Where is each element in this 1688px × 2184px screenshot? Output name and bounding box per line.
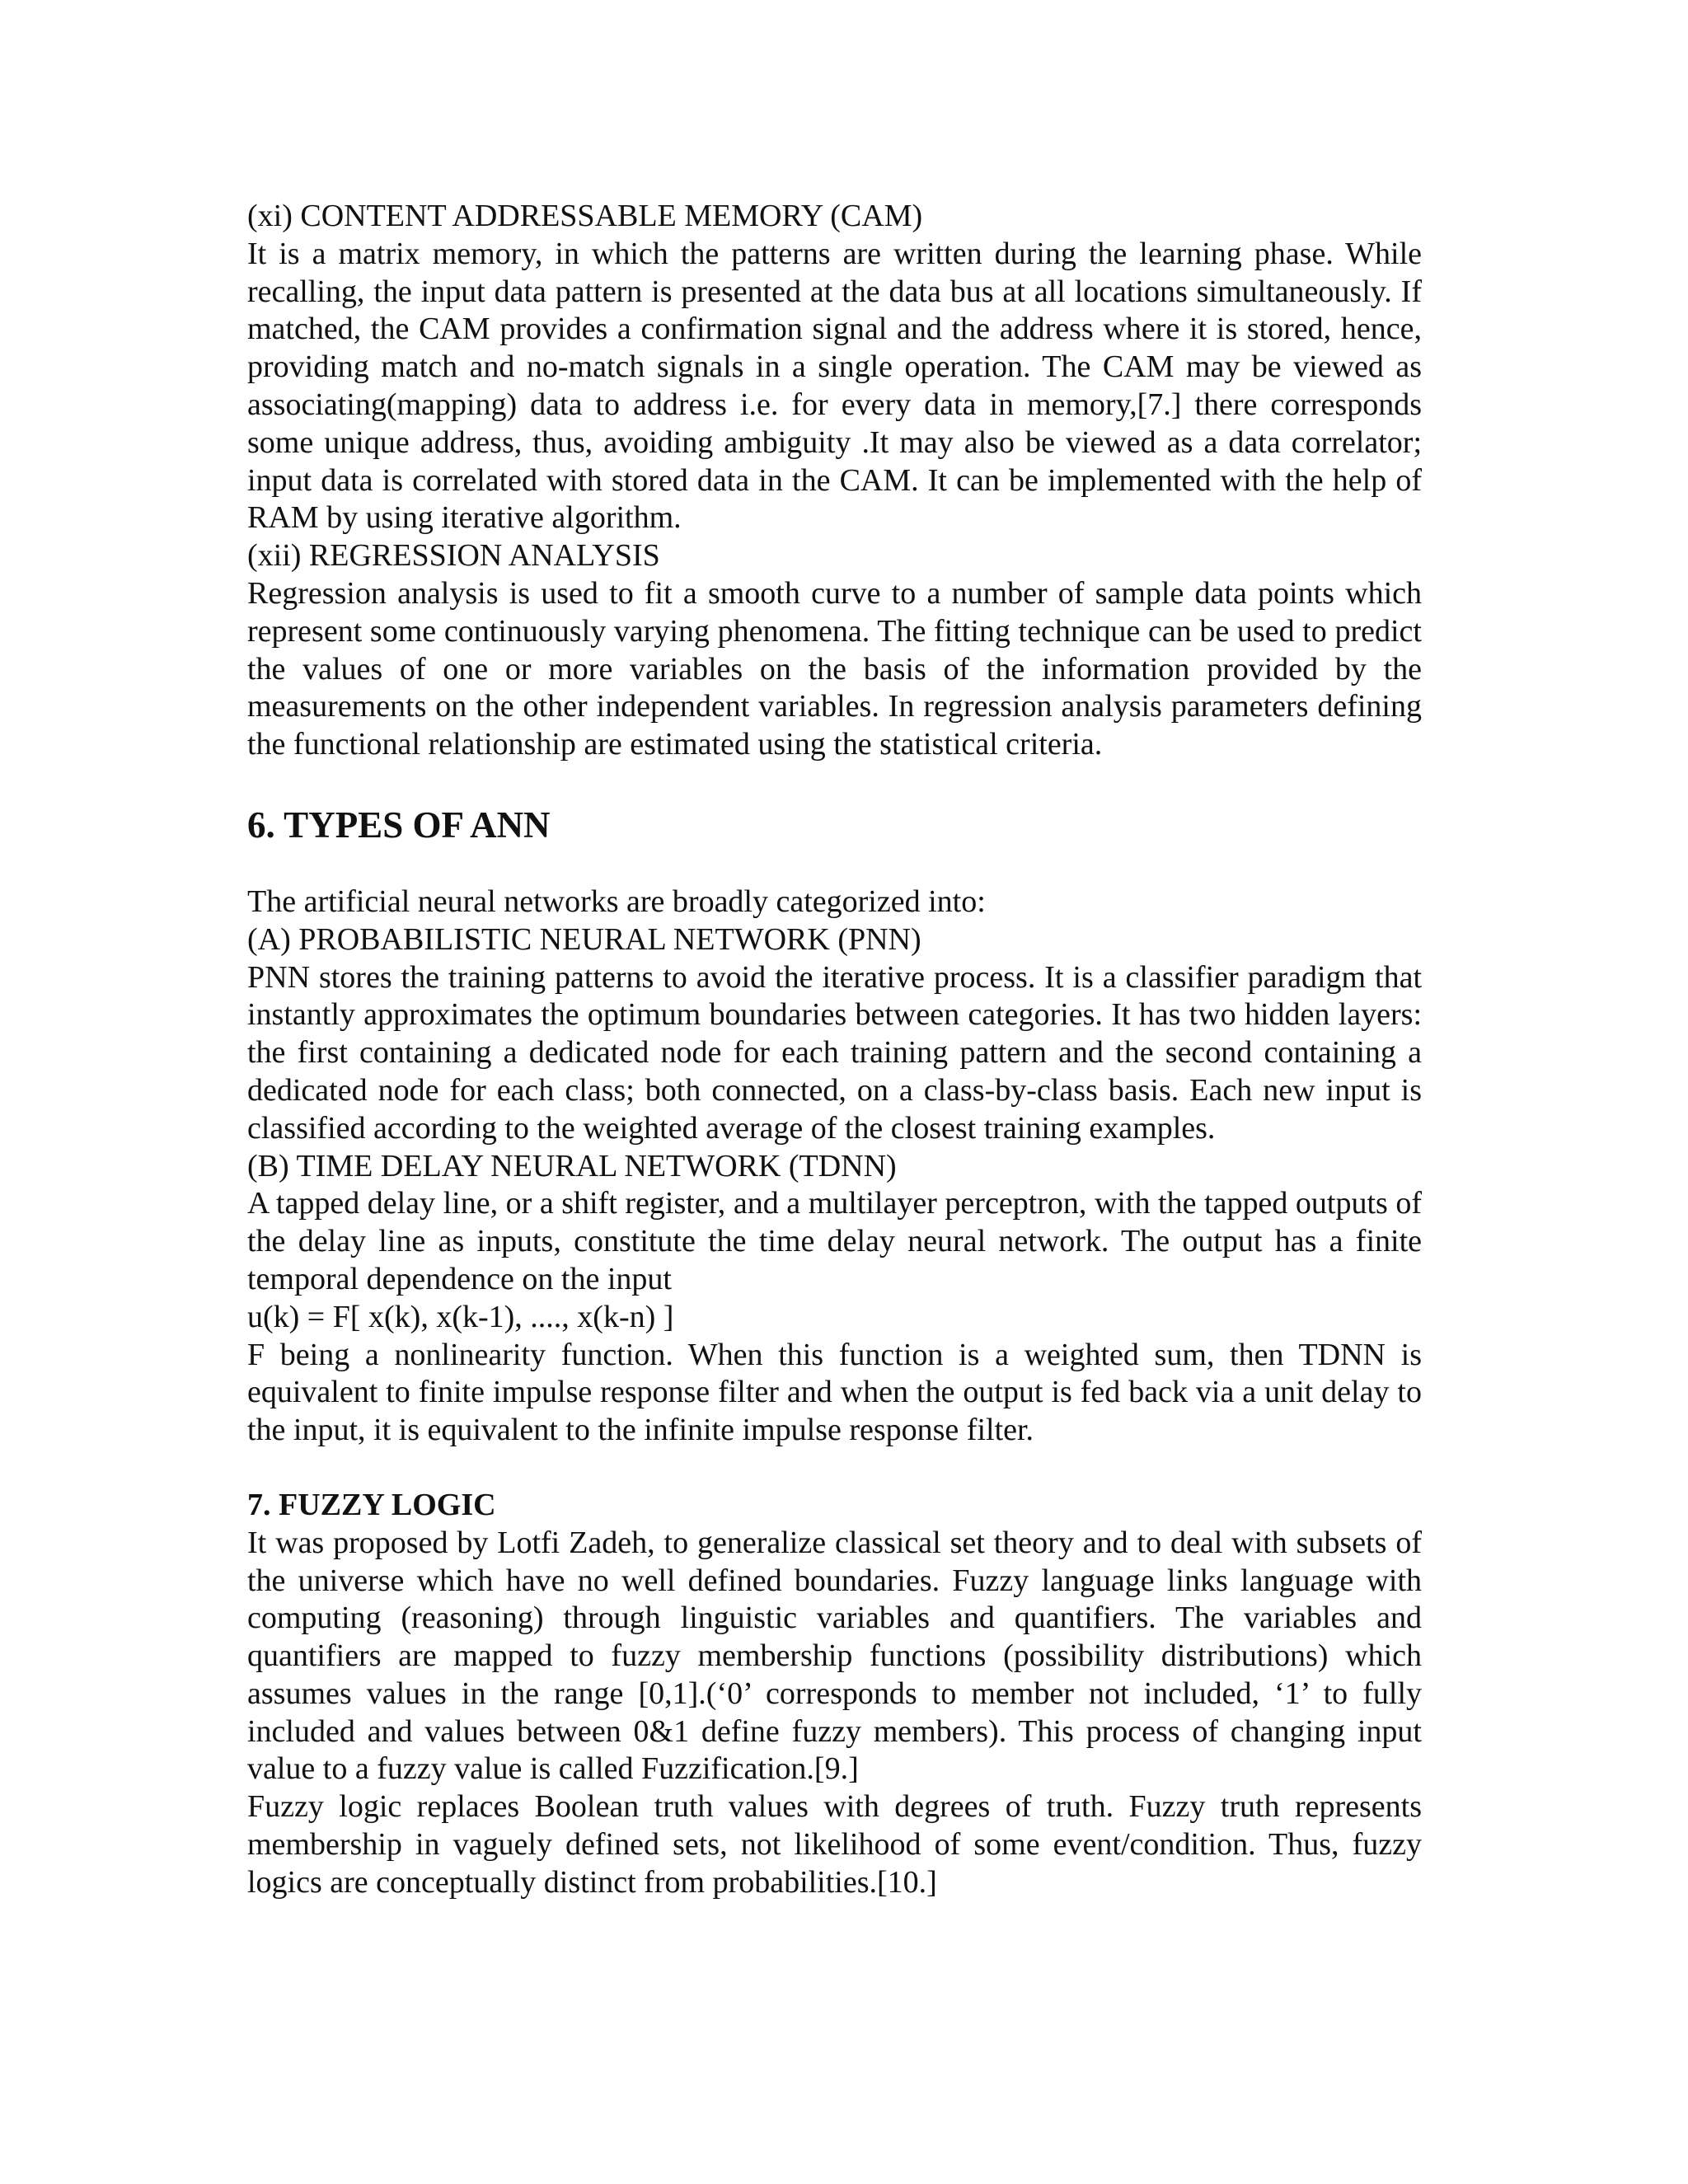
tdnn-heading: (B) TIME DELAY NEURAL NETWORK (TDNN) [247,1148,897,1183]
cam-paragraph: It is a matrix memory, in which the patterns are written during the learning phase. While recalling, the input data pattern is presented at the data bus at all locations simultaneously. If matched, the CAM provides a confirmation signal and the address where it is stored, hence, providing match and no-match signals in a single operation. The CAM may be viewed as associating(mapping) data to address i.e. for every data in memory,[7.] there corresponds some unique address, thus, avoiding ambiguity .It may also be viewed as a data correlator; input data is correlated with stored data in the CAM. It can be implemented with the help of RAM by using iterative algorithm. [247,236,1422,536]
document-page [247,198,1422,1902]
pnn-heading: (A) PROBABILISTIC NEURAL NETWORK (PNN) [247,921,921,957]
tdnn-equation: u(k) = F[ x(k), x(k-1), ...., x(k-n) ] [247,1299,674,1334]
fuzzy-paragraph-2: Fuzzy logic replaces Boolean truth values with degrees of truth. Fuzzy truth represents membership in vaguely defined sets, not likelihood of some event/condition. Thus, fuzzy logics are conceptually distinct from probabilities.[10.] [247,1789,1422,1900]
section-6-spacer [247,846,1422,883]
section-6-intro: The artificial neural networks are broadly categorized into: [247,883,986,919]
section-6-heading: 6. TYPES OF ANN [247,804,551,846]
tdnn-paragraph: A tapped delay line, or a shift register, and a multilayer perceptron, with the tapped outputs of the delay line as inputs, constitute the time delay neural network. The output has a finite temporal dependence on the input [247,1186,1422,1296]
regression-paragraph: Regression analysis is used to fit a smooth curve to a number of sample data points which represent some continuously varying phenomena. The fitting technique can be used to predict the values of one or more variables on the basis of the information provided by the measurements on the other independent variables. In regression analysis parameters defining the functional relationship are estimated using the statistical criteria. [247,575,1422,762]
fuzzy-paragraph: It was proposed by Lotfi Zadeh, to generalize classical set theory and to deal with subsets of the universe which have no well defined boundaries. Fuzzy language links language with computing (reasoning) through linguistic variables and quantifiers. The variables and quantifiers are mapped to fuzzy membership functions (possibility distributions) which assumes values in the range [0,1].(‘0’ corresponds to member not included, ‘1’ to fully included and values between 0&1 define fuzzy members). This process of changing input value to a fuzzy value is called Fuzzification.[9.] [247,1525,1422,1787]
section-7-heading: 7. FUZZY LOGIC [247,1487,496,1522]
cam-heading: (xi) CONTENT ADDRESSABLE MEMORY (CAM) [247,199,923,233]
pnn-paragraph: PNN stores the training patterns to avoid the iterative process. It is a classifier paradigm that instantly approximates the optimum boundaries between categories. It has two hidden layers: the first containing a dedicated node for each training pattern and the second containing a dedicated node for each class; both connected, on a class-by-class basis. Each new input is classified according to the weighted average of the closest training examples. [247,959,1422,1146]
regression-heading: (xii) REGRESSION ANALYSIS [247,538,660,574]
tdnn-paragraph-2: F being a nonlinearity function. When this function is a weighted sum, then TDNN is equivalent to finite impulse response filter and when the output is fed back via a unit delay to the input, it is equivalent to the infinite impulse response filter. [247,1337,1422,1448]
